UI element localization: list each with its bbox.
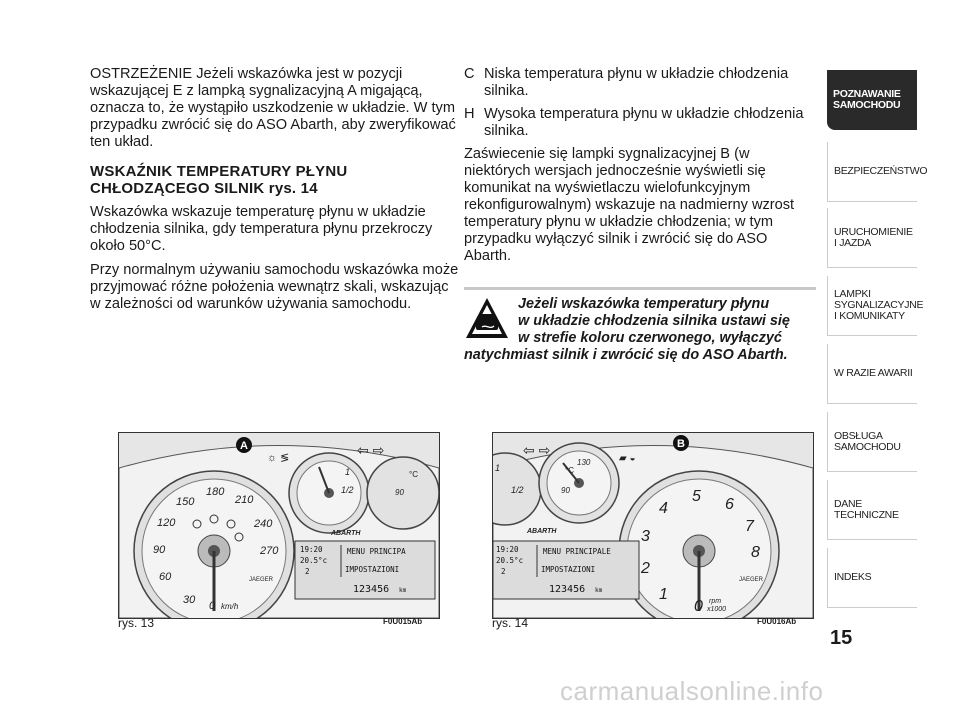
speed-tick: 210 [235, 494, 254, 506]
section-heading: WSKAŹNIK TEMPERATURY PŁYNU CHŁODZĄCEGO SILNIK rys. 14 [90, 163, 348, 197]
marker-a-label: A [240, 440, 248, 452]
tab-uruchomienie-i-jazda[interactable] [827, 208, 917, 268]
display-gear: 2 [501, 567, 506, 576]
maker-label: JAEGER [739, 577, 764, 583]
tab-label: POZNAWANIE SAMOCHODU [833, 88, 901, 111]
fuel-label: 1 [495, 463, 501, 473]
warning-line-2: w układzie chłodzenia silnika ustawi się [518, 313, 790, 329]
speed-tick: 120 [157, 517, 176, 529]
rpm-tick: 5 [692, 488, 701, 505]
speed-tick: 150 [176, 496, 195, 508]
display-time: 19:20 [496, 545, 519, 554]
figure-14-svg [493, 433, 813, 618]
turn-signal-icons: ⇦ ⇨ [357, 442, 385, 458]
rpm-tick: 6 [725, 496, 734, 513]
headlight-icon: ☼ ≶ [267, 452, 290, 464]
speed-unit: km/h [221, 602, 239, 611]
tab-label: LAMPKI SYGNALIZACYJNE I KOMUNIKATY [834, 288, 924, 322]
list-key: H [464, 106, 475, 122]
display-menu: MENU PRINCIPALE [543, 547, 611, 556]
speed-tick: 270 [260, 545, 279, 557]
rpm-tick: 7 [745, 518, 754, 535]
warning-line-3: w strefie koloru czerwonego, wyłączyć [518, 330, 782, 346]
figure-13-code: F0U015Ab [383, 617, 423, 626]
tab-poznawanie-samochodu[interactable] [827, 70, 917, 130]
rpm-multiplier: x1000 [707, 606, 727, 613]
list-item-c [464, 66, 816, 100]
left-column [90, 66, 460, 320]
list-item-h [464, 106, 816, 140]
figure-14-caption: rys. 14 [492, 616, 529, 630]
warning-line-1: Jeżeli wskazówka temperatury płynu [518, 296, 770, 312]
speed-tick: 180 [206, 486, 225, 498]
right-column [464, 66, 816, 272]
fuel-label: 1/2 [511, 485, 524, 495]
lamp-icons: ▰ ◒ [619, 453, 636, 464]
list-text: Niska temperatura płynu w układzie chłodzenia silnika. [484, 66, 789, 99]
tab-obsluga-samochodu[interactable] [827, 412, 917, 472]
rpm-tick: 1 [659, 586, 668, 603]
speed-tick: 0 [209, 600, 216, 612]
rpm-tick: 3 [641, 528, 650, 545]
warning-box [464, 296, 816, 364]
rpm-tick: 8 [751, 544, 760, 561]
display-odometer: 123456 [549, 584, 586, 595]
speed-tick: 60 [159, 571, 172, 583]
display-odometer-unit: km [595, 587, 603, 594]
display-temp: 20.5°c [300, 556, 328, 565]
maker-label: JAEGER [249, 577, 274, 583]
tab-label: DANE TECHNICZNE [834, 497, 899, 521]
speed-tick: 30 [183, 594, 196, 606]
tab-lampki-sygnalizacyjne[interactable] [827, 276, 924, 336]
tab-label: W RAZIE AWARII [834, 367, 913, 379]
figure-14-instrument-cluster [492, 432, 814, 619]
separator-bar [464, 287, 816, 290]
page-number: 15 [830, 627, 853, 649]
display-gear: 2 [305, 567, 310, 576]
speed-tick: 90 [153, 544, 166, 556]
list-text: Wysoka temperatura płynu w układzie chłodzenia silnika. [484, 106, 804, 139]
tab-dane-techniczne[interactable] [827, 480, 917, 540]
paragraph-warning-light: Zaświecenie się lampki sygnalizacyjnej B (w niektórych wersjach jednocześnie wyświetli się komunikat na wyświetlaczu wielofunkcyjnym rekonfigurowalnym) wskazuje na nadmierny wzrost temperatury płynu w układzie chłodzenia; w tym przypadku wyłączyć silnik i zwrócić się do ASO Abarth. [464, 146, 795, 264]
display-time: 19:20 [300, 545, 323, 554]
tab-label: OBSŁUGA SAMOCHODU [834, 429, 901, 453]
figure-13-caption: rys. 13 [118, 616, 155, 630]
temp-label: 90 [561, 486, 570, 495]
tab-label: BEZPIECZEŃSTWO [834, 165, 928, 177]
rpm-unit: rpm [709, 598, 722, 605]
temp-label: 130 [577, 458, 591, 467]
turn-signal-icons: ⇦ ⇨ [523, 442, 551, 458]
display-odometer: 123456 [353, 584, 390, 595]
marker-b-label: B [677, 438, 685, 450]
figure-13-svg [119, 433, 439, 618]
tab-label: URUCHOMIENIE I JAZDA [834, 225, 913, 249]
tab-w-razie-awarii[interactable] [827, 344, 917, 404]
figure-13-instrument-cluster [118, 432, 440, 619]
temp-label: 90 [395, 488, 404, 497]
watermark: carmanualsonline.info [560, 676, 824, 706]
brand-label: ABARTH [331, 530, 361, 537]
brand-label: ABARTH [527, 528, 557, 535]
display-settings: IMPOSTAZIONI [345, 565, 400, 574]
rpm-tick: 4 [659, 500, 668, 517]
display-menu: MENU PRINCIPA [347, 547, 406, 556]
rpm-tick: 0 [694, 598, 703, 615]
tab-indeks[interactable] [827, 548, 917, 608]
list-key: C [464, 66, 475, 82]
figure-14-code: F0U016Ab [757, 617, 797, 626]
paragraph-gauge-function: Wskazówka wskazuje temperaturę płynu w układzie chłodzenia silnika, gdy temperatura płynu przekroczy około 50°C. [90, 204, 433, 254]
paragraph-normal-use: Przy normalnym używaniu samochodu wskazówka może przyjmować różne położenia wewnątrz skali, wskazując w zależności od warunków używania samochodu. [90, 262, 459, 312]
fuel-label: 1/2 [341, 485, 354, 495]
rpm-tick: 2 [641, 560, 650, 577]
speed-tick: 240 [254, 518, 273, 530]
tab-label: INDEKS [834, 571, 872, 583]
fuel-label: 1 [345, 467, 351, 477]
warning-paragraph: OSTRZEŻENIE Jeżeli wskazówka jest w pozycji wskazującej E z lampką sygnalizacyjną A migającą, oznacza to, że wystąpiło uszkodzenie w układzie. W tym przypadku zwrócić się do ASO Abarth, aby zweryfikować ten układ. [90, 66, 456, 150]
warning-line-4: natychmiast silnik i zwrócić się do ASO Abarth. [464, 347, 788, 363]
display-settings: IMPOSTAZIONI [541, 565, 596, 574]
tab-bezpieczenstwo[interactable] [827, 142, 928, 202]
temp-label: °C [565, 466, 574, 475]
display-temp: 20.5°c [496, 556, 524, 565]
warning-triangle-icon [464, 296, 510, 340]
temp-label: °C [409, 470, 418, 479]
display-odometer-unit: km [399, 587, 407, 594]
